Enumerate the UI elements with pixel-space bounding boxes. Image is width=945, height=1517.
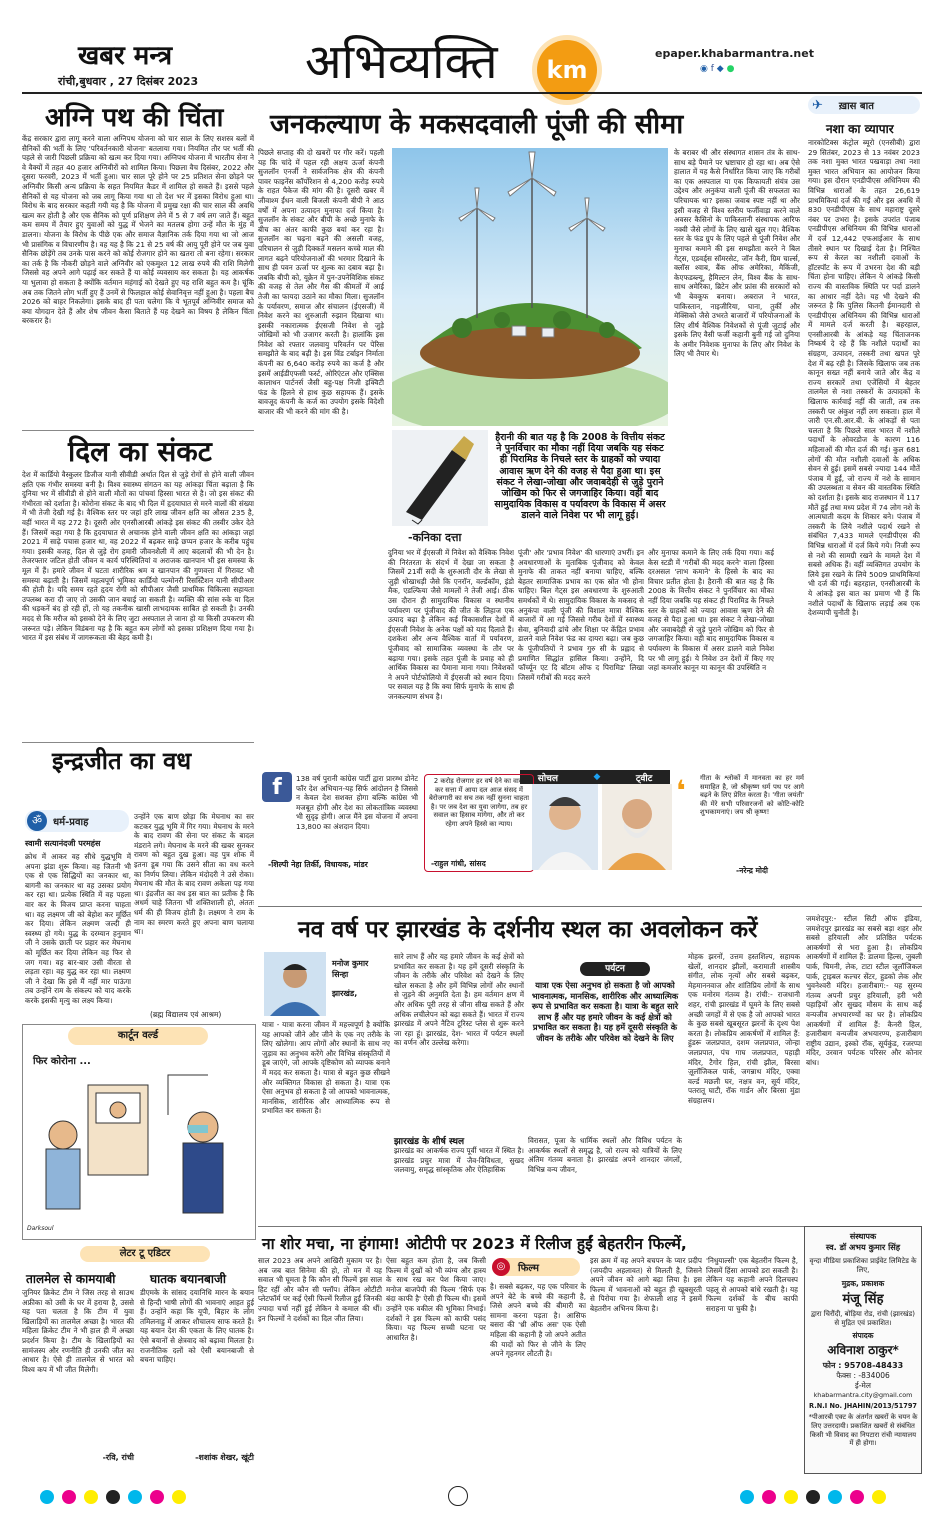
main-col-1: पिछले सप्ताह की दो खबरों पर गौर करें। पहली यह कि चांदे में पहल रही अक्षय ऊर्जा कंपनी सुजलॉन एनर्जी ने सार्वजनिक क्षेत्र की कंपनी पावर फाइनेंस कॉर्पोरेशन से 4,200 करोड़ रुपये के राहत पैकेज की मांग की है। दूसरी खबर में जीवाश्म ईंधन वाली बिजली कंपनी बीपी ने आठ वर्षों में अपना उत्पादन मुनाफा दर्ज किया है। सुजलॉन के संकट और बीपी के अच्छे मुनाफे के बीच का अंतर काफी कुछ बयां कर रहा है। सुजलॉन का चढ़ना बढ़ने की असली वजह, परिचालन से जुड़ी दिक्कतें मसलन कच्चे माल की लागत बढ़ने परियोजनाओं की भरमार दिखाने के साथ ही पवन ऊर्जा पर शुल्क का दबाव बढ़ा है। जबकि बीपी को, यूक्रेन में पुन-उपनेविशिक संकट की वजह से तेल और गैस की कीमतों में आई तेजी का फायदा उठाने का मौका मिला। सुजलॉन के पर्यावरण, समाज और संचालन (ईएसजी) में निवेश करने का शुरुआती रुझान दिखाया था। इसकी नकारात्मक ईएसजी निवेश से जुड़े जोखिमों को भी उजागर करती है। हालांकि इस निवेश को रफ्तार जलवायु परिवर्तन पर पेरिस समझौते के बाद बढ़ी है। इस विंड टर्बाइन निर्माता कंपनी का 6,640 करोड़ रुपये का कर्ज है और इसमें आईडीएफसी फर्स्ट, ओरिएंटल और एक्सिस कालाधन पार्टनर्स जैसी बहु-पक्ष निजी इक्विटी फंड के हिलने से हाथ कुछ सहायक हैं। इसके बावजूद कंपनी के कर्ज का उपयोग इसके विदेशी बाजार की भी करने की मांग की है। [258, 148, 384, 417]
dateline: रांची,बुधवार , 27 दिसंबर 2023 [58, 75, 199, 88]
imprint-fax-label: फैक्स : [836, 1371, 857, 1380]
ott-col-2: ऐसा बहुत कम होता है, जब किसी फिल्म में दुखों को भी व्यंग्य और हास्य के साथ रख कर पेश किया जाए। मनोज बाजपेयी की फिल्म 'सिर्फ एक बंदा काफी है' ऐसी ही फिल्म थी। इसमें उन्होंने एक वकील की भूमिका निभाई। दर्शकों ने इस फिल्म को काफी पसंद किया। यह फिल्म सच्ची घटना पर आधारित है। [386, 1256, 486, 1342]
letters-label-bar [80, 1246, 210, 1262]
imprint-phone-label: फोन : [822, 1361, 842, 1370]
indrajit-byline: स्वामी सत्यानंदजी परमहंस [25, 839, 101, 848]
ott-col-5: इस क्रम में वह अपने बचपन के प्यार प्रदीप (जयदीप अहलावत) से मिलती है, जिसने अपने जीवन को आगे बढ़ा लिया है। इस फिल्म में भावनाओं को बहुत ही खूबसूरती से पिरोया गया है। शेफाली शाह ने इसमें बेहतरीन अभिनय किया है। [590, 1256, 702, 1313]
agnipath-body: केंद्र सरकार द्वारा लागू करने वाला अग्निपथ योजना को चार साल के लिए सशस्त्र बलों में सैनिकों की भर्ती के लिए 'परिवर्तनकारी योजना' बतलाया गया। नियमित तौर पर भर्ती की पहले से जारी पिछली प्रक्रिया को खत्म कर दिया गया। अग्निपथ योजना में भारतीय सेना ने वे वैक्यों में तहत 40 हजार अग्निवीरों को शामिल किया। पिछला वैच दिसंबर, 2022 और दूसरा फरवरी, 2023 में भर्ती हुआ। चार साल पूरे होने पर 25 प्रतिशत सेना छोड़ने पर अग्निवीर किसी अन्य प्रक्रिया के सहत नियमित कैडर में शामिल हो सकते हैं। इससे पहले सैनिकों से यह योजना को जब लागू किया गया था तो देश भर में इसका विरोध हुआ था। विरोध के बाद सरकार कहती गयी यह है कि योजना में प्रमुख रक्षा की चार साल की अवधि खत्म कर होती है और एक सैनिक को पूर्ण प्रशिक्षण लेने में 5 से 7 वर्ष लग जाते हैं। बहुत कम समय में तैयार हुए युवाओं को युद्ध में भेजने का मतलब होगा उन्हें मौत के मुंह में डालना। योजना के विरोध के पीछे एक और समाज वैज्ञानिक तर्क दिया गया था जो आज भी प्रासंगिक व विचारणीय है। वह यह है कि 21 से 25 वर्ष की आयु पूरी होने पर जब युवा सैनिक छोड़ेंगे तब उनके पास करने को कोई रोजगार होने का खतरा तो बना रहेगा। सरकार का तर्क है कि नौकरी छोड़ने वाले अग्निवीर को एकमुश्त 12 लाख रुपये की राशि मिलेगी जिससे वह अपने आगे पढ़ाई कर सकते हैं या कोई व्यवसाय कर सकता है। यह आकर्षक या भुलावा हो सकता है क्योंकि वर्तमान महंगाई को देखते हुए यह राशि बहुत कम है। चूंकि अब तक जितने लोग भर्ती हुए हैं उनमें से फिलहाल कोई सेवानिवृत्त नहीं हुआ है। पहला बैच 2026 को बाहर निकलेगा। इसके बाद ही पता चलेगा कि ये भूतपूर्व अग्निवीर समाज को क्या योगदान देते हैं और शेष जीवन कैसा बिताते हैं यह देखने का विषय है लेकिन चिंता बरकरार है। [22, 134, 254, 326]
imprint-email-label: ई-मेल [855, 1381, 871, 1390]
jharkhand-headline: नव वर्ष पर झारखंड के दर्शनीय स्थल का अवलोकन करें [298, 917, 758, 943]
letter2-signature: -शशांक शेखर, खूंटी [195, 1453, 254, 1462]
main-headline: जनकल्याण के मकसदवाली पूंजी की सीमा [270, 109, 684, 140]
film-reel-icon: ◎ [492, 1258, 510, 1276]
ott-headline: ना शोर मचा, ना हंगामा! ओटीपी पर 2023 में रिलीज हुईं बेहतरीन फिल्में, [262, 1235, 687, 1253]
khaas-baat-badge [808, 96, 920, 114]
imprint-editor: अविनाश ठाकुर* [827, 1343, 899, 1357]
cartoon-caption: फिर कोरोना ... [33, 1056, 91, 1067]
main-col-3: पूंजी' और 'प्रभाव निवेश' की धारणाएं उभरीं। इन अवधारणाओं के मुताबिक पूंजीवाद को केवल मुनाफे की ताकत नहीं बनाया चाहिए, बल्कि बेहतर सामाजिक प्रभाव का एक स्रोत भी होना चाहिए। बिल गेट्स इस अवधारणा के शुरुआती समर्थकों में थे। सामुदायिक विकास के मकसद से अनुकंपा वाली पूंजी की विशाल मात्रा वैश्विक बाजारों में आ गई जिससे गरीब देशों में स्वास्थ्य सेवा, बुनियादी ढांचे और शिक्षा पर केंद्रित प्रभाव डालने वाले निवेश फंड का दायरा बढ़ा। जब कुछ के पूंजीपतियों ने प्रभाव गुरु सी के प्रह्लाद से प्रमाणित सिद्धांत हासिल किया। उन्होंने, दि फॉर्च्यून एट दि बॉटम ऑफ द पिरामिड' लिखा जिसमें गरीबों की मदद करने [518, 548, 644, 682]
earth-illustration [392, 148, 668, 426]
main-col-2: दुनिया भर में ईएसजी में निवेश को वैश्विक निवेश की निरंतरता के संदर्भ में देखा जा सकता है जिसमें 21वीं सदी के शुरुआती दौर के लेखा से जुड़ी धोखाधड़ी जैसे कि एनरॉन, वर्ल्डकॉम, इंडो मैक, एडल्फिया जैसे मामलों ने तेजी आई। ठीक उस दौरान ही सामुदायिक विकास व स्थानीय पर्यावरण पर पूंजीवाद की जीत के लिहाज एक उत्पाद बढ़ा है लेकिन कई विकासशील देशों में ईएसजी निवेश के अनेक पक्षों को याद दिलाते हैं। दशकेश और अन्य वैश्विक वार्ता में पर्यावरण, पूंजीवाद को सामाजिक व्यवस्था के तौर पर बढ़ाया गया। इसके तहत पूंजी के प्रवाह को ही आर्थिक विकास का पैमाना माना गया। निवेशकों ने अपने पोर्टफोलियो में ईएसजी को स्थान दिया। पर सवाल यह है कि क्या सिर्फ मुनाफे के साथ ही जनकल्याण संभव है। [388, 548, 514, 701]
imprint-phone: 95708-48433 [844, 1361, 904, 1370]
jharkhand-author: मनोज कुमार सिन्हा [332, 959, 369, 979]
imprint-email[interactable]: khabarmantra.city@gmail.com [813, 1391, 913, 1399]
jharkhand-intro: यात्रा - यात्रा करना जीवन में महत्त्वपूर्ण है क्योंकि यह आपको जीने और जीने के एक नए तरीके के लिए खोलेगा। आप लोगों और स्थानों के साथ नए जुड़ाव का अनुभव करेंगे और विभिन्न संस्कृतियों में डूब जाएंगे, जो आपके दृष्टिकोण को व्यापक बनाने में मदद कर सकता है। यात्रा से बहुत कुछ सीखने और व्यक्तिगत विकास हो सकता है। यात्रा एक ऐसा अनुभव हो सकता है जो आपको भावनात्मक, मानसिक, शारीरिक और आध्यात्मिक रूप से प्रभावित कर सकता है। [262, 1020, 390, 1116]
crosshair-mark-icon [448, 1486, 468, 1506]
km-logo-letters: km [546, 56, 588, 84]
fb-post-signature: -शिल्पी नेहा तिर्की, विधायक, मांडर [268, 860, 368, 869]
section-title: अभिव्यक्ति [305, 34, 498, 90]
dharm-pravah-label: धर्म-प्रवाह [53, 817, 89, 828]
main-col-4: और मुनाफा कमाने के लिए तर्क दिया गया। कई केस स्टडी में 'गरीबों की मदद करने' वाला हिस्सा दरअसल 'लाभ कमाने' के हिस्से के बाद का विचार प्रतीत होता है। हैरानी की बात यह है कि 2008 के वित्तीय संकट ने पुनर्विचार का मौका नहीं दिया जबकि यह संकट ही पिरामिड के निचले स्तर के ग्राहकों को ज्यादा आवास ऋण देने की वजह से पैदा हुआ था। इस संकट ने लेखा-जोखा और जवाबदेही से जुड़े पुराने जोखिम को फिर से जगजाहिर किया। वही बाद सामुदायिक विकास व पर्यावरण के विकास में असर डालने वाले निवेश पर भी लागू हुई। ये निवेश उन देशों में किए गए जहां कमजोर कानून या कानून की उपस्थिति न [648, 548, 774, 673]
epaper-link[interactable]: epaper.khabarmantra.net [655, 47, 814, 60]
imprint-address: द्वारा चिरौंदी, बोड़िया रोड, रांची (झारखंड) से मुद्रित एवं प्रकाशित। [810, 1310, 916, 1327]
facebook-badge-icon: f [262, 772, 292, 802]
jharkhand-col-2: सारे लाभ हैं और यह हमारे जीवन के कई क्षेत्रों को प्रभावित कर सकता है। यह हमें दूसरी संस्कृति के जीवन के तरीके और परिवेश को देखने के लिए खोल सकता है और हमें विभिन्न लोगों और स्थानों से जुड़ने की अनुमति देता है। हम वर्तमान क्षण में और अधिक पूरी तरह से जीना सीख सकते हैं और अधिक लचीलेपन को बढ़ा सकते हैं। भारत में राज्य झारखंड में अपने नैटिव टूरिस्ट प्लेस से शुरू करने जा रहा हूं। झारखंड, देश- भारत में पर्यटन स्थलों का वर्णन और उल्लेख करेगा। [394, 952, 524, 1048]
dil-headline: दिल का संकट [68, 435, 212, 468]
imprint-founder-label: संस्थापक [849, 1232, 877, 1241]
tweet-label: ट्वीट [635, 773, 653, 784]
rahul-quote-signature: -राहुल गांधी, सांसद [431, 859, 486, 868]
paryatan-label: पर्यटन [605, 964, 625, 974]
main-author: -कनिका दत्ता [408, 531, 462, 544]
km-logo [537, 40, 597, 100]
pen-photo [392, 430, 488, 526]
masthead-rule [22, 92, 922, 94]
jharkhand-subhead: झारखंड के शीर्ष स्थल [394, 1137, 465, 1147]
rahul-photo [532, 784, 598, 870]
khaas-baat-body: नारकोटिक्स कंट्रोल ब्यूरो (एनसीबी) द्वारा 29 सितंबर, 2023 से 13 नवंबर 2023 तक नशा मुक्त भारत पखवाड़ा तथा नशा मुक्त भारत अभियान का आयोजन किया गया। इस दौरान एनडीपीएस अधिनियम की विभिन्न धाराओं के तहत 26,619 प्राथमिकियां दर्ज की गईं और इस अवधि में 830 एनडीपीएस के साथ महाराष्ट्र दूसरे नंबर पर उभरा है। इसके उपरांत पंजाब एनडीपीएस अधिनियम की विभिन्न धाराओं में दर्ज 12,442 एफआईआर के साथ तीसरे स्थान पर दिखाई देता है। निश्चित रूप से केरल का नशीली दवाओं के हॉटस्पॉट के रूप में उभरना देश की बड़ी चिंता होना चाहिए। लेकिन ये आंकड़े किसी राज्य की वास्तविक स्थिति पर पर्दा डालने का आधार नहीं देते। यह भी देखने की जरूरत है कि पुलिस कितनी ईमानदारी से एनडीपीएस अधिनियम की विभिन्न धाराओं में मामले दर्ज करती है। बहरहाल, एनसीआरबी के आंकड़े यह चिंताजनक निष्कर्ष दे रहे हैं कि नशीले पदार्थों का संग्रहण, उत्पादन, तस्करी तथा खपत पूरे देश में बढ़ रही है। जिसके खिलाफ जब तक कानून सख्त नहीं बनाये जाते और केंद्र व राज्य सरकारें तथा एजेंसियों में बेहतर तालमेल से नशा तस्करों के उत्पादकों के खिलाफ कार्रवाई नहीं की जाती, तब तक तस्करी पर अंकुश नहीं लग सकता। हाल में जारी एन.सी.आर.बी. के आंकड़ों से पता चलता है कि पिछले साल भारत में नशीले पदार्थों के ओवरडोज के कारण 116 महिलाओं की मौत दर्ज की गई। कुल 681 लोगों की मौत नशीली दवाओं के अधिक सेवन से हुई। इसमें सबसे ज्यादा 144 मौतें पंजाब में हुईं, जो राज्य में नशे के सामान की उपलब्धता व सेवन की वास्तविक स्थिति को दर्शाता है। इसके बाद राजस्थान में 117 मौतें हुईं तथा मध्य प्रदेश में 74 लोग नशे के आत्मघाती कदम के शिकार बने। पंजाब में तस्करी के लिये नशीले पदार्थ रखने से संबंधित 7,433 मामले एनडीपीएस की विभिन्न धाराओं में दर्ज किये गये। निजी रूप से नशे की सामग्री रखने के मामले देश में सबसे अधिक हैं। वहीं व्यक्तिगत उपयोग के लिये इस रखने के लिये 5009 प्राथमिकियां भी दर्ज की गईं। बहरहाल, एनसीआरबी के ये आंकड़े इस बात का प्रमाण भी हैं कि नशीले पदार्थों के खिलाफ लड़ाई अब एक देशव्यापी चुनौती है। [808, 138, 920, 618]
film-badge [492, 1258, 580, 1276]
modi-quote-text: गीता के श्लोकों में मानवता का हर मर्म समाहित है, जो श्रीकृष्ण धर्म पथ पर आगे बढ़ने के लिए प्रेरित करता है। 'गीता जयंती' की मेरे सभी परिवारजनों को कोटि-कोटि शुभकामनाएं। जय श्री कृष्ण! [700, 774, 804, 817]
indrajit-col-2: उन्होंने एक बाण छोड़ा कि मेघनाथ का सर कटकर युद्ध भूमि में गिर गया। मेघनाथ के मरने के बाद रावण की सेना पर संकट के बादल मंडराने लगे। मेघनाथ के मरने की खबर सुनकर रावण को बहुत दुख हुआ। वह पुत्र शोक में इतना डूब गया कि उसने सीता का वध करने का निर्णय लिया। लेकिन मंदोदरी ने उसे रोका। मेघनाथ की मौत के बाद रावण अकेला पड़ गया था। इंद्रजीत का वध इस बात का प्रतीक है कि अधर्म चाहे जितना भी शक्तिशाली हो, अंततः धर्म की ही विजय होती है। लक्ष्मण ने राम के नाम का स्मरण करते हुए अपना बाण चलाया था। [134, 812, 254, 937]
social-label: सोचल [537, 773, 558, 784]
twitter-bird-icon: ◆ [593, 772, 601, 782]
globe-icon[interactable]: ◉ [700, 64, 708, 74]
main-photo [392, 148, 668, 426]
khaas-baat-tag: ख़ास बात [838, 101, 874, 112]
agnipath-headline: अग्नि पथ की चिंता [45, 103, 224, 133]
imprint-mudrak-label: मुद्रक, प्रकाशक [841, 1279, 885, 1288]
indrajit-headline: इन्द्रजीत का वध [52, 747, 192, 775]
letter1-body: जुनियर क्रिकेट टीम ने जिस तरह से साउथ अफ्रीका को उसी के घर में हराया है, उससे यह पता चलता है कि टीम में युवा खिलाड़ियों का तालमेल अच्छा है। भारत की महिला क्रिकेट टीम ने भी हाल ही में अच्छा प्रदर्शन किया है। टीम के खिलाड़ियों का सामंजस्य और रणनीति ही उनकी जीत का आधार है। ऐसे ही तालमेल से भारत को विश्व कप में भी जीत मिलेगी। [22, 1288, 134, 1374]
khaas-baat-title: नशा का व्यापार [826, 122, 894, 136]
indrajit-col-1: क्रोध में आकर वह सीधे युद्धभूमि में अपना झंडा शुरू किया। वह जितनी भी एक से एक सिद्धियों का जनकार था, बागनी का जनकार था वह उसका प्रयोग कर रहा था। प्रत्येक स्थिति में वह पहला वार कर के विजय प्राप्त करना चाहता था। वह लक्ष्मण जी को बेहोश कर मूर्छित कर दिया। लेकिन लक्ष्मण जल्दी ही स्वस्थ्य हो गये। युद्ध के दरम्यान हनुमान जी ने उसके छाती पर प्रहार कर मेघनाथ को मूर्छित कर दिया लेकिन वह फिर से जग गया। वह बार-बार उसी वीरता से लड़ता रहा। वह युद्ध कर रहा था। लक्ष्मण जी ने देखा कि इसे मैं नहीं मार पाऊंगा तब उन्होंने राम के संकल्प को याद करके करके इसकी मृत्यु का लक्ष्य किया। [25, 852, 131, 1005]
social-header [520, 770, 670, 784]
jharkhand-col-4: मोहक झरनों, उत्तम हस्तशिल्प, सहायक खेलों, शानदार झीलों, करामाती शास्त्रीय संगीत, लोक नृत्यों और सबसे बढ़कर, मेहमाननवाज और शांतिप्रिय लोगों के साथ एक मनोरम गंतव्य है। रांची:- राजधानी शहर, रांची झारखंड में घूमने के लिए सबसे अच्छी जगहों में से एक है जो आपको भारत के कुछ सबसे खूबसूरत झरनों के दृश्य पेश करता है। लोकप्रिय आकर्षणों में शामिल हैं: हुंडरू जलप्रपात, दशम जलप्रपात, जोन्हा जलप्रपात, पंच गाघ जलप्रपात, पहाड़ी मंदिर, टैगोर हिल, रांची झील, बिरसा ज़ूलॉजिकल पार्क, जगन्नाथ मंदिर, एक्वा वर्ल्ड मछली घर, नक्षत्र वन, सूर्य मंदिर, पतरातू घाटी, रॉक गार्डन और बिरसा मुंडा संग्रहालय। [688, 952, 800, 1105]
ott-col-6: 'निधुयाल्सी' एक बेहतरीन फिल्म है, जिसमें हिंसा आपको डरा सकती है। लेकिन यह कहानी अपने दिलचस्प पहलू से आपको बांधे रखती है। यह फिल्म दर्शकों के बीच काफी सराहना पा चुकी है। [706, 1256, 798, 1313]
letter2-body: डीएमके के सांसद दयानिधि मारन के बयान से हिन्दी भाषी लोगों की भावनाएं आहत हुई हैं। उन्होंने कहा कि यूपी, बिहार के लोग तमिलनाडु में आकर शौचालय साफ करते हैं। यह बयान देश की एकता के लिए घातक है। ऐसे बयानों से क्षेत्रवाद को बढ़ावा मिलता है। राजनीतिक दलों को ऐसी बयानबाजी से बचना चाहिए। [140, 1288, 254, 1365]
ott-col-1: साल 2023 अब अपने आखिरी मुकाम पर है। अब जब बात सिनेमा की हो, तो मन में यह सवाल भी घूमता है कि कौन सी फिल्में इस साल हिट रहीं और कौन सी फ्लॉप। लेकिन ओटीटी प्लेटफॉर्म पर कई ऐसी फिल्में रिलीज हुईं जिनकी ज्यादा चर्चा नहीं हुई लेकिन वे कमाल की थीं। इन फिल्मों ने दर्शकों का दिल जीत लिया। [258, 1256, 382, 1323]
twitter-icon[interactable]: ◆ [716, 64, 724, 74]
imprint-fax: -834006 [858, 1371, 890, 1380]
brand-name: खबर मन्त्र [78, 41, 173, 71]
author-photo [264, 952, 326, 1016]
cartoon-credit: Darksoul [27, 1225, 54, 1232]
film-label: फिल्म [518, 1263, 539, 1274]
whatsapp-icon[interactable]: ● [726, 64, 735, 74]
quote-mark-icon: ❛ [676, 774, 686, 807]
jharkhand-location: झारखंड, [332, 989, 358, 998]
airplane-icon: ✈ [812, 97, 823, 113]
letter1-title: तालमेल से कामयाबी [26, 1272, 116, 1286]
indrajit-signature: (ब्रह्म विद्यालय एवं आश्रम) [150, 1010, 222, 1019]
rahul-quote-box [424, 774, 534, 872]
jharkhand-col-3b: विरासत, पूजा के धार्मिक स्थलों और विविध पर्यटन के आकर्षक स्थलों से समृद्ध है, जो राज्य को यात्रियों के लिए अंतिम गंतव्य बनाता है। झारखंड अपने शानदार जंगलों, विभिन्न वन्य जीवन, [528, 1136, 682, 1174]
letter1-signature: -रवि, रांची [102, 1453, 134, 1462]
imprint-founder: स्व. डॉ अभय कुमार सिंह [825, 1242, 901, 1252]
fountain-pen-icon [392, 430, 488, 526]
ott-col-4: है। सबसे बढ़कर, यह एक परिवार के अपने बेटे के बच्चे की कहानी है, जिसे अपने बच्चे की बीमारी का सामना करना पड़ता है। आसिफ बसरा की 'थ्री ऑफ अस' एक ऐसी महिला की कहानी है जो अपने अतीत की यादों को फिर से जीने के लिए अपने गृहनगर लौटती है। [490, 1282, 586, 1359]
cartoon-box [22, 1024, 256, 1240]
cartoon-label-bar [68, 1027, 208, 1045]
main-col-5: के बराबर थी और संस्थागत शासन तंत्र के साथ-साथ बड़े पैमाने पर भ्रष्टाचार हो रहा था। अब ऐसे हालात में यह कैसे निर्धारित किया जाए कि गरीबों का एक अस्पताल या एक किफायती संयंत्र उस उद्देश्य और अनुकंपा वाली पूंजी की सफलता का परिचायक था? इसका जवाब स्पष्ट नहीं था और इसी वजह से विश्व स्तरीय फर्जीवाड़ा करने वाले अवसर कैसिनो के पाकिस्तानी संस्थापक आरिफ नक्वी जैसे लोगों के लिए खासे खुल गए। वैश्विक स्तर के फंड ग्रुप के लिए पहले से पूंजी निवेश और मुनाफा कमाने की इस समझौता करने ने बिल गेट्स, एडवर्ड्स सॉमरसेट, जॉन कैरी, ग्रिम चार्ल्स, क्लॉस श्वाब, बैंक ऑफ अमेरिका, मैकिंजी, केएफडब्ल्यू, हैमिल्टन लेन, विश्व बैंक के साथ-साथ अमेरिका, ब्रिटेन और फ्रांस की सरकारों को भी बेवकूफ बनाया। अबराज ने भारत, पाकिस्तान, नाइजीरिया, घाना, तुर्की और मेक्सिको जैसे उभरते बाजारों में परियोजनाओं के लिए शीर्ष वैश्विक निवेशकों से पूंजी जुटाई और इसके लिए वैसी फर्जी कहानी बुनी गई जो दुनिया के अमीर निवेशक मुनाफा के लिए और निवेश के लिए भी तैयार थे। [674, 148, 800, 359]
jharkhand-col-5: जमशेदपुर:- स्टील सिटी ऑफ इंडिया, जमशेदपुर झारखंड का सबसे बड़ा शहर और सबसे हरियाली और प्रतिष्ठित पर्यटक आकर्षणों से भरा हुआ है। लोकप्रिय आकर्षणों में शामिल हैं: डालमा हिल्स, जुबली पार्क, चिमनी, लेक, टाटा स्टील जूलॉजिकल पार्क, ट्राइबल कल्चर सेंटर, हुडको लेक और भुवनेश्वरी मंदिर। हजारीबाग:- यह सुरम्य गंतव्य अपनी प्रचुर हरियाली, हरी भरी पहाड़ियों और सुखद मौसम के साथ कई वन्यजीव अभयारण्यों का घर है। लोकप्रिय आकर्षणों में शामिल हैं: कैनरी हिल, हजारीबाग वन्यजीव अभयारण्य, हजारीबाग राष्ट्रीय उद्यान, इस्को रॉक, सूर्यकुंड, रजरप्पा मंदिर, उरवान पर्यटक परिसर और कोनार बांध। [806, 914, 922, 1067]
imprint-printer-line: वृन्दा मीडिया प्रकाशिका प्राईवेट लिमिटेड के लिए, [809, 1257, 917, 1274]
main-pullquote: हैरानी की बात यह है कि 2008 के वित्तीय संकट ने पुनर्विचार का मौका नहीं दिया जबकि यह संकट ही पिरामिड के निचले स्तर के ग्राहकों को ज्यादा आवास ऋण देने की वजह से पैदा हुआ था। इस संकट ने लेखा-जोखा और जवाबदेही से जुड़े पुराने जोखिम को फिर से जगजाहिर किया। वहीं बाद सामुदायिक विकास व पर्यावरण के विकास में असर डालने वाले निवेश पर भी लागू हुई। [494, 432, 666, 522]
om-icon: ॐ [27, 811, 47, 831]
cartoon-label: कार्टून वर्ल्ड [117, 1030, 159, 1041]
cartoon-drawing [28, 1065, 248, 1225]
imprint-note: *पीआरबी एक्ट के अंतर्गत खबरों के चयन के लिए उत्तरदायी। प्रकाशित खबरों से संबंधित किसी भी विवाद का निपटारा रांची न्यायालय में ही होगा। [808, 1413, 918, 1448]
letters-label: लेटर टू एडिटर [119, 1248, 171, 1259]
imprint-box [804, 1226, 922, 1474]
jharkhand-col-2b: झारखंड का आकर्षक राज्य पूर्वी भारत में स्थित है। झारखंड प्रचुर मात्रा में जैव-विविधता, सुखद जलवायु, समृद्ध सांस्कृतिक और ऐतिहासिक [394, 1146, 524, 1175]
jharkhand-pullquote: यात्रा एक ऐसा अनुभव हो सकता है जो आपको भावनात्मक, मानसिक, शारीरिक और आध्यात्मिक रूप से प्रभावित कर सकता है। यात्रा के बहुत सारे लाभ हैं और यह हमारे जीवन के कई क्षेत्रों को प्रभावित कर सकता है। यह हमें दूसरी संस्कृति के जीवन के तरीके और परिवेश को देखने के लिए [531, 980, 679, 1043]
modi-quote-signature: -नरेन्द्र मोदी [736, 866, 769, 875]
imprint-editor-label: संपादक [852, 1331, 874, 1340]
rahul-quote-text: 2 करोड़ रोजगार हर वर्ष देने का वादा कर सत्ता में आया दल आज संसद में बेरोजगारी का सच तक नहीं सुनना चाहता है। पर जब देश का युवा जागेगा, तब हर सवाल का हिसाब मांगेगा, और तो कर रहेगा अपने हिस्से का न्याय। [429, 777, 529, 828]
fb-post-text: 138 वर्ष पुरानी कांग्रेस पार्टी द्वारा प्रारम्भ डोनेट फॉर देश अभियान-यह सिर्फ आंदोलन है जिससे न केवल देश सशक्त होगा बल्कि कांग्रेस भी मजबूत होगी और देश का लोकतांत्रिक व्यवस्था भी सुदृढ़ होगी। आज मैंने इस योजना में अपना 13,800 का अंशदान दिया। [296, 774, 418, 831]
portrait-modi [602, 784, 672, 870]
portrait-author [264, 952, 326, 1016]
facebook-icon[interactable]: f [710, 64, 714, 74]
dil-body: देश में कार्डियो वैस्कुलर डिजीज यानी सीवीडी अर्थात दिल से जुड़े रोगों से होने वाली जीवन क्षति एक गंभीर समस्या बनी है। विश्व स्वास्थ्य संगठन का यह आंकड़ा चिंता बढ़ाता है कि दुनिया भर में सीवीडी से होने वाली मौतों का पांचवां हिस्सा भारत से है। जो इस संकट की गंभीरता को दर्शाता है। कोरोना संकट के बाद भी दिल में हृदयाघात से मरने वालों की संख्या में भी तेजी देखी गई है। वैश्विक स्तर पर जहां हरि लाख जीवन क्षति का औसत 235 है, वहीं भारत में यह 272 है। दूसरी ओर एनसीआरबी आंकड़े इस संकट की तस्वीर उकेर देते हैं। जिसमें कहा गया है कि हृदयाघात से अचानक होने वाली जीवन क्षति का आंकड़ा जहां 2021 में साढ़े पचास हजार था, वह 2022 में बढ़कर साढ़े छप्पन हजार के करीब पहुंच गया। इसकी वजह, दिल से जुड़े रोग हमारी जीवनशैली में आए बदलावों की भी देन है। तेजरफ्तार जटिल होती जीवन व कार्य परिस्थितियां व अराजक खानपान भी इस समस्या के मूल में हैं। हमारे जीवन में घटता शारीरिक श्रम व खानपान की गुणवत्ता में गिरावट भी समस्या बढ़ाती है। जिसमें महत्वपूर्ण भूमिका कार्डियो पल्मोनरी रिसस्टिेशन यानी सीपीआर की होती है। यदि समय रहते हृदय रोगी को सीपीआर जैसी प्राथमिक चिकित्सा सहायता उपलब्ध करा दी जाए तो उसकी जान बचाई जा सकती है। व्यक्ति की सांस रुके या दिल की धड़कनें बंद हो रही हों, तो यह तकनीक खासी लाभदायक साबित हो सकती है। उनकी मदद से कि मरीज को इसको देने के लिए जुटा अस्पताल ले जाना हो या किसी उपकरण की जरूरत पड़े। लेकिन विडंबना यह है कि बहुत कम लोगों को इसका प्रशिक्षण दिया गया है। भारत में इस संबंध में जागरूकता की बेहद कमी है। [22, 470, 254, 643]
dharm-pravah-badge [25, 810, 129, 832]
imprint-rni: R.N.I No. JHAHIN/2013/51797 [809, 1402, 917, 1410]
imprint-mudrak: मंजू सिंह [842, 1292, 884, 1307]
social-icons [700, 64, 734, 74]
paryatan-badge [580, 962, 650, 976]
modi-photo [602, 784, 672, 870]
portrait-rahul [532, 784, 598, 870]
letter2-title: घातक बयानबाजी [150, 1272, 226, 1286]
